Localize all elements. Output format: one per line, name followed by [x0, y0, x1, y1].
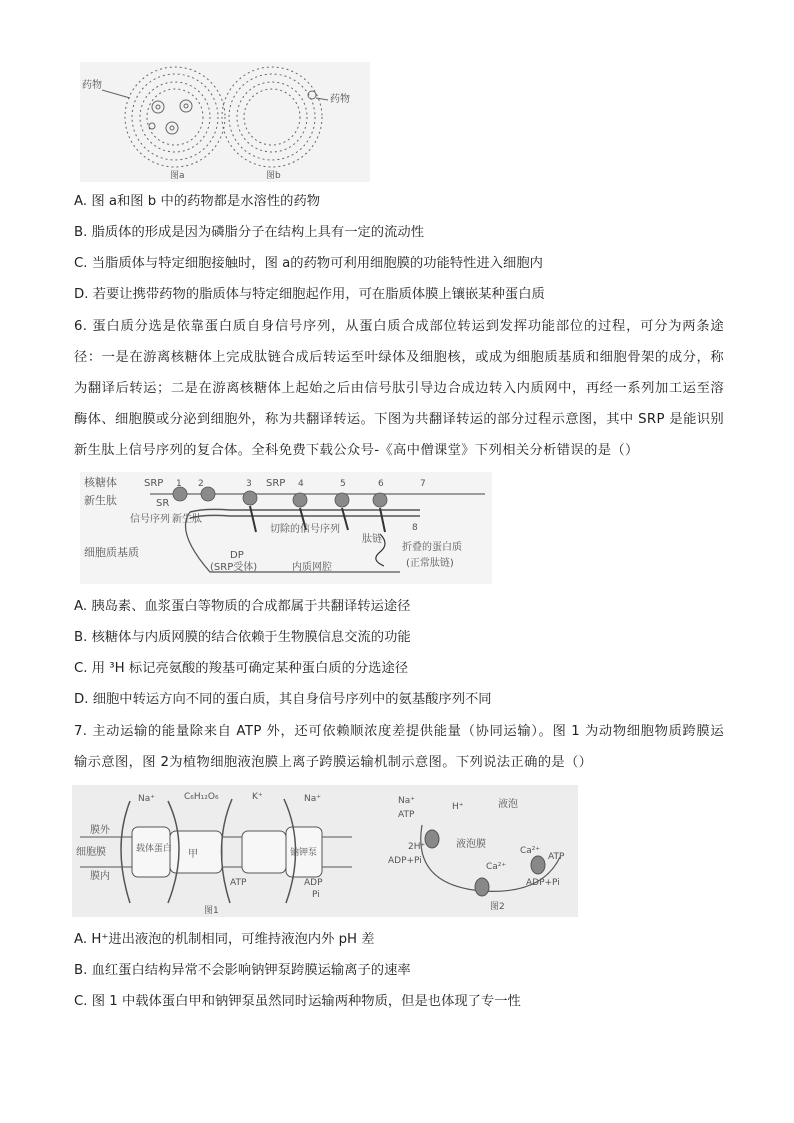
q5-option-a: A. 图 a和图 b 中的药物都是水溶性的药物: [74, 194, 321, 209]
f2-ca2: Ca²⁺: [520, 846, 541, 856]
num-4: 4: [298, 479, 304, 489]
f2-na: Na⁺: [398, 796, 415, 806]
q6-stem: 6. 蛋白质分选是依靠蛋白质自身信号序列，从蛋白质合成部位转运到发挥功能部位的过程，可分为两条途径：一是在游离核糖体上完成肽链合成后转运至叶绿体及细胞核，或成为细胞质基质和细胞骨架的成分，称为翻译后转运；二是在游离核糖体上起始之后由信号肽引导边合成边转入内质网中，再经一系列加工运至溶酶体、细胞膜或分泌到细胞外，称为共翻译转运。下图为共翻译转运的部分过程示意图，其中 SRP 是能识别新生肽上信号序列的复合体。全科免费下载公众号-《高中僧课堂》下列相关分析错误的是（）: [74, 319, 725, 458]
caption-a: 图a: [170, 171, 185, 181]
liposome-figure: [80, 62, 370, 182]
label-normal: (正常肽链): [406, 558, 454, 569]
caption-b: 图b: [266, 171, 281, 181]
f2-caption: 图2: [490, 902, 505, 912]
f2-two-h: 2H⁺: [408, 842, 426, 852]
label-signal: 信号序列: [130, 514, 170, 525]
f1-adp: ADP: [304, 878, 323, 888]
f1-k: K⁺: [252, 792, 263, 802]
label-er-lumen: 内质网腔: [292, 562, 332, 573]
transport-figure: [72, 785, 578, 917]
label-peptide: 肽链: [362, 534, 382, 545]
label-ribosome: 核糖体: [84, 476, 117, 489]
f1-pump: 钠钾泵: [290, 848, 318, 858]
drug-label-b: 药物: [330, 94, 350, 105]
q5-option-d: D. 若要让携带药物的脂质体与特定细胞起作用，可在脂质体膜上镶嵌某种蛋白质: [74, 287, 545, 302]
label-folded: 折叠的蛋白质: [402, 542, 462, 553]
f1-caption: 图1: [204, 906, 219, 916]
q5-option-b: B. 脂质体的形成是因为磷脂分子在结构上具有一定的流动性: [74, 225, 424, 240]
f1-pi: Pi: [312, 890, 320, 900]
f1-na-top: Na⁺: [138, 794, 155, 804]
label-sr: SR: [156, 498, 170, 509]
num-8: 8: [412, 523, 418, 533]
label-cleaved: 切除的信号序列: [270, 524, 340, 535]
q6-option-d: D. 细胞中转运方向不同的蛋白质，其自身信号序列中的氨基酸序列不同: [74, 692, 492, 707]
q6-option-a: A. 胰岛素、血浆蛋白等物质的合成都属于共翻译转运途径: [74, 599, 411, 614]
q7-option-b: B. 血红蛋白结构异常不会影响钠钾泵跨膜运输离子的速率: [74, 963, 411, 978]
drug-label-a: 药物: [82, 80, 102, 91]
f1-atp: ATP: [230, 878, 247, 888]
f1-outside: 膜外: [90, 825, 110, 836]
num-2: 2: [198, 479, 204, 489]
q6-option-b: B. 核糖体与内质网膜的结合依赖于生物膜信息交流的功能: [74, 630, 411, 645]
num-5: 5: [340, 479, 346, 489]
f2-atp2: ATP: [548, 852, 565, 862]
cotranslation-figure: [80, 472, 492, 584]
label-srp: SRP: [144, 478, 164, 489]
num-3: 3: [246, 479, 252, 489]
q6-option-c: C. 用 ³H 标记亮氨酸的羧基可确定某种蛋白质的分选途径: [74, 661, 409, 676]
f1-glucose: C₆H₁₂O₆: [184, 792, 219, 802]
f2-h: H⁺: [452, 802, 464, 812]
num-6: 6: [378, 479, 384, 489]
f1-na-right: Na⁺: [304, 794, 321, 804]
label-srp-2: SRP: [266, 478, 286, 489]
q7-option-c: C. 图 1 中载体蛋白甲和钠钾泵虽然同时运输两种物质，但是也体现了专一性: [74, 994, 521, 1009]
label-srp-receptor: (SRP受体): [210, 562, 258, 573]
num-1: 1: [176, 479, 182, 489]
label-dp: DP: [230, 550, 244, 561]
num-7: 7: [420, 479, 426, 489]
f2-tonoplast: 液泡膜: [456, 839, 486, 850]
label-nascent-short: 新生肽: [172, 514, 202, 525]
f1-carrier: 载体蛋白: [136, 844, 173, 854]
f2-adp-pi: ADP+Pi: [388, 856, 422, 866]
q7-option-a: A. H⁺进出液泡的机制相同，可维持液泡内外 pH 差: [74, 932, 375, 947]
f1-inside: 膜内: [90, 871, 110, 882]
label-cytoplasm: 细胞质基质: [84, 546, 139, 559]
f1-jia: 甲: [188, 849, 198, 860]
f2-ca1: Ca²⁺: [486, 862, 507, 872]
f1-membrane: 细胞膜: [76, 847, 106, 858]
f2-vacuole: 液泡: [498, 799, 518, 810]
label-nascent: 新生肽: [84, 494, 117, 507]
f2-adp-pi2: ADP+Pi: [526, 878, 560, 888]
q7-stem: 7. 主动运输的能量除来自 ATP 外，还可依赖顺浓度差提供能量（协同运输）。图 1 为动物细胞物质跨膜运输示意图，图 2为植物细胞液泡膜上离子跨膜运输机制示意图。下列说法正确的是（）: [74, 724, 724, 770]
q5-option-c: C. 当脂质体与特定细胞接触时，图 a的药物可利用细胞膜的功能特性进入细胞内: [74, 256, 543, 271]
f2-atp: ATP: [398, 810, 415, 820]
